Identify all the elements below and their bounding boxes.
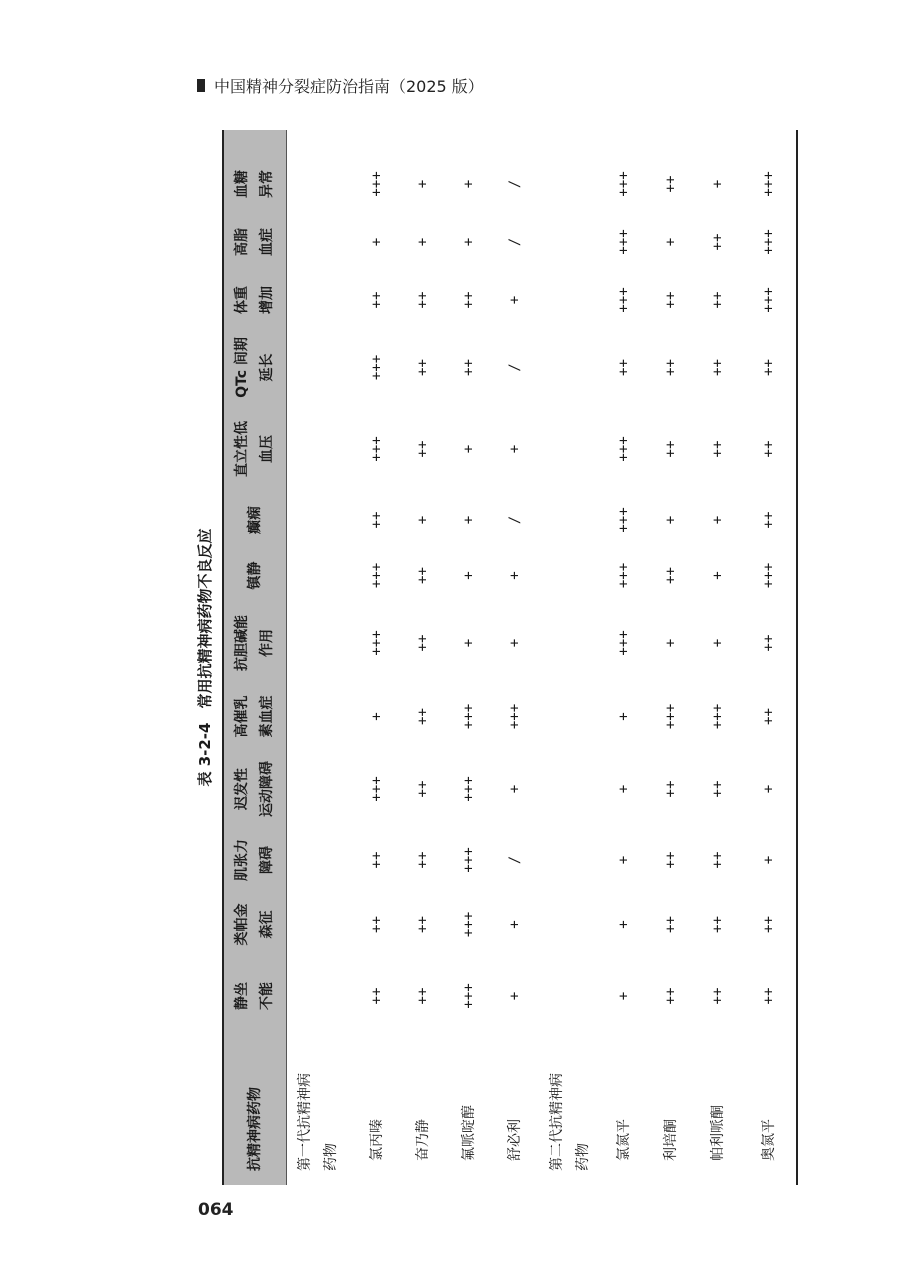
table-cell: +: [369, 712, 385, 721]
table-cell: +: [415, 515, 431, 525]
table-cell: [538, 892, 600, 957]
column-header: 肌张力 障碍: [234, 839, 275, 881]
table-cell: ++: [415, 780, 431, 798]
table-cell: [286, 828, 354, 892]
table-cell: [538, 329, 600, 406]
table-row: [647, 130, 694, 1185]
table-cell: +++: [369, 776, 385, 802]
table-cell: [286, 957, 354, 1035]
table-cell: [286, 492, 354, 548]
drug-name: 氯氮平: [615, 1119, 632, 1161]
table-cell: +: [507, 991, 523, 1001]
table-cell: /: [507, 237, 523, 247]
running-head-text: 中国精神分裂症防治指南（2025 版）: [214, 77, 484, 96]
table-row: [694, 130, 741, 1185]
table-cell: +++: [760, 562, 777, 589]
table-cell: +++: [760, 287, 777, 313]
table-cell: ++: [760, 987, 777, 1005]
page-number: 064: [198, 1200, 234, 1220]
table-cell: +: [662, 638, 679, 648]
table-cell: +: [615, 991, 632, 1001]
table-cell: ++: [369, 291, 385, 309]
table-cell: [538, 492, 600, 548]
table-cell: ++: [461, 291, 477, 309]
table-row: [741, 130, 796, 1185]
table-cell: +: [507, 784, 523, 794]
table-row: [600, 130, 647, 1185]
table-cell: ++: [662, 916, 679, 933]
table-caption: 常用抗精神病药物不良反应: [196, 528, 214, 709]
table-cell: +++: [369, 562, 385, 589]
table-cell: ++: [709, 851, 726, 869]
table-cell: ++: [709, 291, 726, 309]
table-cell: /: [507, 515, 523, 525]
table-group-row: [538, 130, 600, 1185]
table-cell: +++: [369, 436, 385, 462]
table-cell: ++: [709, 916, 726, 933]
table-cell: +++: [615, 287, 632, 313]
table-title: [190, 130, 220, 1185]
table-cell: +: [461, 179, 477, 189]
table-cell: [286, 329, 354, 406]
table-cell: +: [415, 179, 431, 189]
drug-name: 利培酮: [662, 1119, 679, 1161]
table-cell: +: [709, 638, 726, 648]
table-cell: +++: [461, 847, 477, 873]
table-cell: +: [415, 237, 431, 247]
table-cell: [286, 548, 354, 603]
table-cell: [286, 155, 354, 213]
table-cell: ++: [662, 567, 679, 584]
table-cell: ++: [369, 987, 385, 1005]
table-cell: ++: [461, 359, 477, 376]
table-cell: ++: [709, 987, 726, 1005]
table-cell: +++: [507, 703, 523, 730]
table-cell: ++: [415, 708, 431, 725]
table-group-row: [286, 130, 354, 1185]
column-header: 癫痫: [246, 506, 263, 534]
table-cell: [538, 957, 600, 1035]
table-cell: [538, 155, 600, 213]
column-header: 体重 增加: [234, 286, 275, 314]
table-cell: [286, 892, 354, 957]
column-header: QTc 间期 延长: [234, 337, 275, 398]
table-cell: ++: [662, 291, 679, 309]
table-cell: ++: [709, 359, 726, 376]
table-cell: +: [615, 784, 632, 794]
table-body: [286, 130, 796, 1185]
table-cell: [538, 548, 600, 603]
rotated-table-block: [190, 130, 800, 1185]
table-cell: +++: [615, 436, 632, 462]
table-cell: +++: [369, 630, 385, 656]
table-cell: +++: [369, 171, 385, 197]
table-cell: +++: [662, 703, 679, 730]
column-header: 抗胆碱能 作用: [234, 615, 275, 671]
table-cell: +: [461, 237, 477, 247]
running-head: [197, 74, 484, 97]
table-cell: +: [461, 444, 477, 454]
table-cell: +: [615, 920, 632, 929]
table-cell: ++: [662, 780, 679, 798]
table-cell: [538, 750, 600, 828]
drug-name: 氟哌啶醇: [461, 1105, 477, 1161]
table-row: [492, 130, 538, 1185]
column-header: 静坐 不能: [234, 982, 275, 1010]
table-cell: +++: [461, 776, 477, 802]
table-cell: [286, 406, 354, 492]
table-cell: ++: [415, 440, 431, 458]
table-cell: +: [461, 638, 477, 648]
table-cell: +: [507, 638, 523, 648]
table-cell: ++: [415, 291, 431, 309]
table-cell: +: [507, 920, 523, 929]
table-cell: +: [709, 571, 726, 580]
table-cell: [538, 603, 600, 683]
table-cell: [286, 750, 354, 828]
table-cell: +: [615, 855, 632, 865]
table-cell: +++: [461, 703, 477, 730]
table-cell: +: [615, 712, 632, 721]
table-cell: +++: [615, 507, 632, 533]
drug-group-label: 第一代抗精神病 药物: [297, 1073, 339, 1171]
table-cell: ++: [369, 511, 385, 529]
table-cell: +: [507, 295, 523, 305]
table-cell: ++: [662, 359, 679, 376]
table-cell: +: [760, 855, 777, 865]
table-cell: ++: [369, 916, 385, 933]
table-cell: ++: [415, 359, 431, 376]
table-cell: ++: [760, 708, 777, 725]
column-header: 抗精神病药物: [246, 1087, 263, 1171]
table-cell: ++: [415, 634, 431, 652]
table-cell: ++: [415, 916, 431, 933]
table-cell: ++: [760, 440, 777, 458]
table-cell: +: [760, 784, 777, 794]
table-cell: ++: [709, 440, 726, 458]
table-cell: +++: [461, 911, 477, 938]
table-bottom-rule: [796, 130, 798, 1185]
table-cell: +++: [615, 171, 632, 197]
table-number: 表 3-2-4: [196, 722, 214, 787]
table-cell: ++: [415, 567, 431, 584]
table-cell: [538, 213, 600, 271]
drug-name: 舒必利: [507, 1119, 523, 1161]
table-cell: +++: [615, 562, 632, 589]
table-cell: ++: [760, 916, 777, 933]
table-cell: +++: [709, 703, 726, 730]
table-cell: ++: [662, 851, 679, 869]
column-header: 迟发性 运动障碍: [234, 761, 275, 817]
table-row: [446, 130, 492, 1185]
drug-name: 氯丙嗪: [369, 1119, 385, 1161]
table-cell: +: [662, 515, 679, 525]
drug-name: 奥氮平: [760, 1119, 777, 1161]
table-cell: [538, 828, 600, 892]
table-cell: +++: [615, 229, 632, 255]
table-cell: +: [369, 237, 385, 247]
table-cell: [538, 683, 600, 750]
table-cell: ++: [415, 851, 431, 869]
table-cell: /: [507, 855, 523, 865]
drug-name: 奋乃静: [415, 1119, 431, 1161]
table-row: [400, 130, 446, 1185]
table-cell: [286, 683, 354, 750]
table-cell: ++: [369, 851, 385, 869]
table-cell: ++: [709, 780, 726, 798]
column-header: 镇静: [246, 561, 263, 590]
table-header: [224, 130, 287, 1185]
table-cell: +++: [461, 983, 477, 1009]
column-header: 高脂 血症: [234, 228, 275, 256]
table-cell: ++: [615, 359, 632, 376]
table-cell: ++: [415, 987, 431, 1005]
table-cell: +++: [760, 171, 777, 197]
table-cell: [538, 271, 600, 329]
drug-name: 帕利哌酮: [709, 1105, 726, 1161]
column-header: 高催乳 素血症: [234, 695, 275, 738]
table-cell: +++: [760, 229, 777, 255]
table-cell: [286, 213, 354, 271]
table-cell: +: [709, 515, 726, 525]
table-cell: [286, 271, 354, 329]
table-cell: +: [507, 444, 523, 454]
table-cell: ++: [760, 359, 777, 376]
table-cell: [538, 406, 600, 492]
table-cell: ++: [760, 511, 777, 529]
table-cell: ++: [709, 233, 726, 251]
table-cell: +: [662, 237, 679, 247]
table-cell: +: [507, 571, 523, 580]
table-cell: +: [461, 515, 477, 525]
table-cell: +: [709, 179, 726, 189]
table-cell: ++: [662, 440, 679, 458]
table-cell: /: [507, 179, 523, 189]
table-cell: +: [461, 571, 477, 580]
column-header: 血糖 异常: [234, 170, 275, 198]
table-cell: /: [507, 363, 523, 372]
column-header: 直立性低 血压: [234, 421, 275, 477]
table-cell: ++: [760, 634, 777, 652]
table-cell: ++: [662, 987, 679, 1005]
column-header: 类帕金 森征: [234, 903, 275, 946]
table-cell: +++: [615, 630, 632, 656]
table-cell: ++: [662, 175, 679, 193]
running-head-marker: [197, 79, 205, 92]
table-cell: +++: [369, 354, 385, 381]
table-cell: [286, 603, 354, 683]
table-row: [354, 130, 400, 1185]
drug-group-label: 第二代抗精神病 药物: [549, 1073, 591, 1171]
